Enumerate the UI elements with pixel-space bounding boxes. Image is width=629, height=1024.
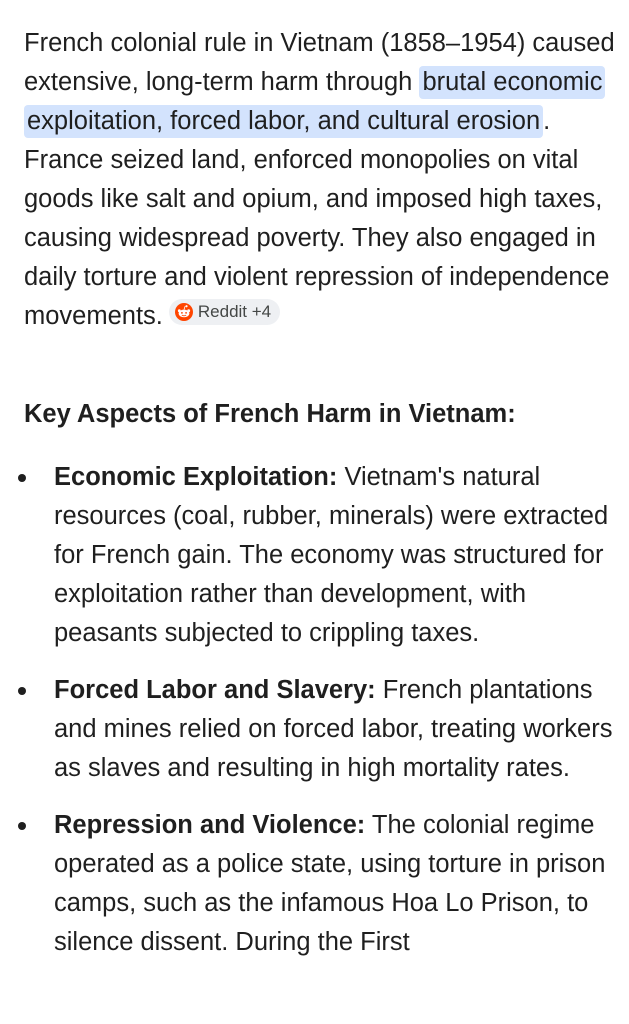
source-chip-label: Reddit +4: [197, 302, 272, 321]
bullet-icon: [18, 687, 26, 695]
list-item: [0, 458, 629, 653]
summary-intro: French colonial rule in Vietnam (1858–1954) caused extensive, long-term harm through: [24, 29, 615, 96]
list-item-title: Economic Exploitation:: [54, 463, 338, 491]
list-item-title: Repression and Violence:: [54, 811, 366, 839]
source-chip[interactable]: [169, 299, 280, 325]
bullet-icon: [18, 822, 26, 830]
list-item: [0, 671, 629, 788]
summary-highlight[interactable]: brutal economic exploitation, forced labor, and cultural erosion: [24, 66, 605, 138]
summary-rest: . France seized land, enforced monopolies on vital goods like salt and opium, and imposed high taxes, causing widespread poverty. They also engaged in daily torture and violent repression of independence movements.: [24, 107, 610, 330]
list-item-text: The colonial regime operated as a police state, using torture in prison camps, such as the infamous Hoa Lo Prison, to silence dissent. During the First: [54, 811, 606, 956]
bullet-icon: [18, 474, 26, 482]
summary-paragraph: [24, 24, 616, 336]
list-item-text: French plantations and mines relied on forced labor, treating workers as slaves and resulting in high mortality rates.: [54, 676, 613, 782]
reddit-icon: [175, 303, 193, 321]
section-heading: Key Aspects of French Harm in Vietnam:: [24, 400, 516, 428]
list-item-text: Vietnam's natural resources (coal, rubber, minerals) were extracted for French gain. The economy was structured for exploitation rather than development, with peasants subjected to crippling taxes.: [54, 463, 609, 647]
list-item-title: Forced Labor and Slavery:: [54, 676, 376, 704]
list-item: [0, 806, 629, 962]
aspects-list: [0, 458, 629, 980]
